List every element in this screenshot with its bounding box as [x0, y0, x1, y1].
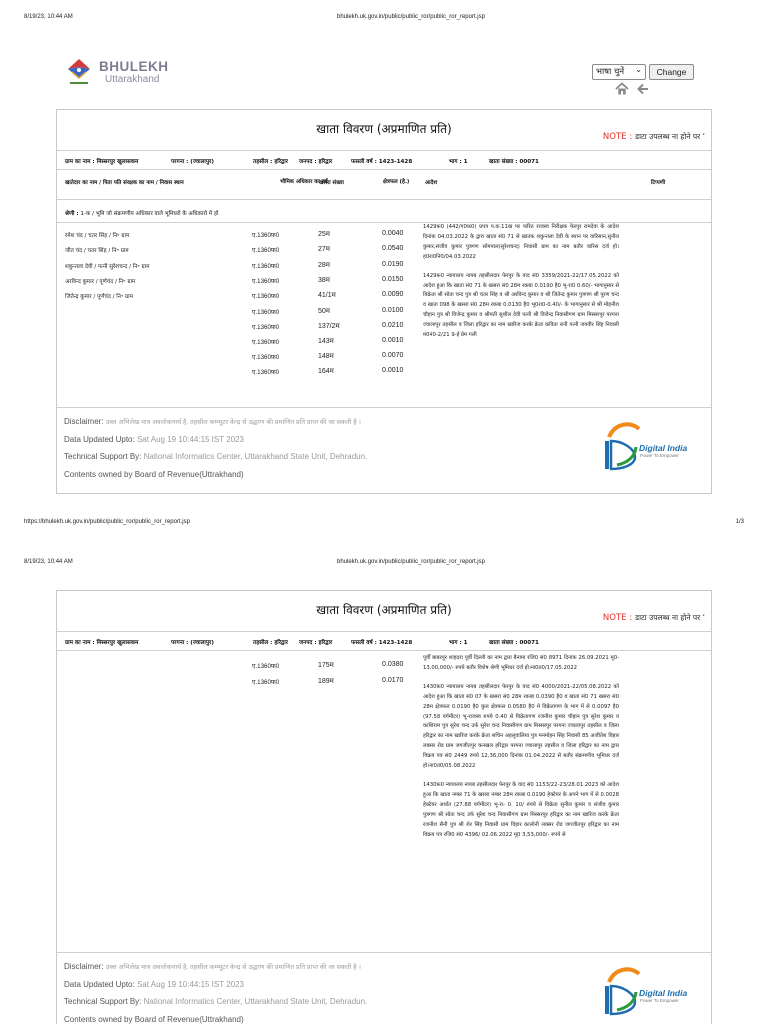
print-url: bhulekh.uk.gov.in/public/public_ror/public_ror_report.jsp — [337, 14, 485, 20]
rights-cell: ए.1360फ़0 — [252, 324, 280, 331]
technical-support — [64, 997, 367, 1006]
updated-label: Data Updated Upto: — [64, 980, 135, 989]
print-footer — [0, 517, 768, 529]
col-remark: टिप्पणी — [651, 180, 666, 186]
support-value: National Informatics Center, Uttarakhand State Unit, Dehradun. — [143, 997, 368, 1006]
print-page-number: 1/3 — [735, 519, 744, 525]
support-value: National Informatics Center, Uttarakhand State Unit, Dehradun. — [143, 452, 368, 461]
khasra-cell: 175म — [318, 662, 334, 669]
area-cell: 0.0150 — [382, 276, 404, 283]
owner-row: अरविन्द कुमार / पूर्णचंद / नि॰ ग्राम — [65, 279, 136, 285]
col-area: क्षेत्रफल (हे.) — [383, 179, 410, 185]
village-name: ग्राम का नाम : मिस्सरपुर खुलासकम — [65, 159, 139, 165]
rights-cell: ए.1360फ़0 — [252, 293, 280, 300]
order-text — [423, 223, 619, 403]
khasra-cell: 27म — [318, 246, 330, 253]
print-url: bhulekh.uk.gov.in/public/public_ror/public_ror_report.jsp — [337, 559, 485, 565]
brand-name: BHULEKH — [99, 59, 169, 74]
data-updated — [64, 980, 244, 989]
khasra-cell: 137/2म — [318, 323, 340, 330]
brand-state: Uttarakhand — [105, 74, 160, 85]
area-cell: 0.0100 — [382, 307, 404, 314]
area-cell: 0.0540 — [382, 245, 404, 252]
bhag: भाग : 1 — [449, 159, 468, 165]
khasra-cell: 41/1म — [318, 292, 336, 299]
area-cell: 0.0040 — [382, 230, 404, 237]
owner-row: शकुन्तला देवी / पत्नी सुरेशचन्द / नि॰ ग्राम — [65, 264, 150, 270]
contents-owned: Contents owned by Board of Revenue(Uttrakhand) — [64, 470, 244, 479]
order-paragraph: 1429फ़0 न्यायालय नायब तहसीलदार फेरपुर के वाद सं0 3359/2021-22/17.05.2022 को आदेश हुआ कि खाता सं0 71 के खसरा सं0 28म रकबा 0.0190 है0 भू-रा0 0.60/- भागानुसार से विक्रेता श्री सोता चन्द पुत्र श्री चतर सिंह व श्री अरविन्द कुमार व श्री जितेन्द्र कुमार पुत्रगण श्री पूरण चन्द व खाता 098 के खसरा सं0 28म रकबा 0.0130 है0 भू0रा0-0.40/- के भागानुसार से श्री मोहनीश चौहान पुत्र श्री विजेन्द्र कुमार व श्रीमती सुशील देवी पत्नी श्री विजेन्द्र निवासीगण ग्राम मिस्सरपुर परगना ज्वालापुर तहसील व जिला हरिद्वार का नाम खारिज करके क्रेता कविता रानी पत्नी जयवीर सिंह निवासी म0नं0-2/21 9-ई प्रेम गली — [423, 272, 619, 339]
support-label: Technical Support By: — [64, 997, 142, 1006]
area-cell: 0.0170 — [382, 677, 404, 684]
shreni-text: 1-क / भूमि जो संक्रमणीय अधिकार वाले भूमिधरो के अधिकारो मे हो — [80, 211, 219, 217]
district: जनपद : हरिद्वार — [299, 640, 333, 646]
updated-value: Sat Aug 19 10:44:15 IST 2023 — [136, 435, 245, 444]
owner-row: जितेन्द्र कुमार / पूर्णचंद / नि॰ ग्राम — [65, 294, 133, 300]
rights-cell: ए.1360फ़0 — [252, 354, 280, 361]
area-cell: 0.0090 — [382, 291, 404, 298]
digital-india-tagline: Power To Empower — [640, 998, 679, 1003]
order-paragraph: 1430फ़0 न्यायालय नायब तहसीलदार फेरपुर के वाद सं0 4000/2021-22/05.08.2022 को आदेश हुआ कि खाता सं0 07 के खसरा सं0 28म रकबा 0.0390 है0 व खाता सं0 71 खसरा सं0 28म क्षेत्रफल 0.0190 है0 कुल क्षेत्रफल 0.0580 है0 मे विक्रेतागण के भाग में से 0.0097 है0 (97.58 वर्गमीटर) भू-राजस्व रुपये 0.40 से विक्रेतागण रजनीश कुमार चौहान पुत्र सुरेश कुमार व काशिराम पुत्र सुरेश चन्द उर्फ सुरेश चन्द निवासीगण ग्राम मिस्सरपुर परगना ज्वालापुर तहसील व जिला हरिद्वार का नाम खारिज करके क्रेता सचिन अहलूवालिया पुत्र मनमोहन सिंह निवासी 85 अजीतेश विहार लक्सर रोड ग्राम जगजीतपुर कनखल हरिद्वार परगना ज्वालापुर तहसील व जिला हरिद्वार का नाम द्वारा विक्रय पत्र सं0 2449 रुपये 12,36,000 दिनांक 01.04.2022 से बतौर संक्रमणीय भूमिधर दर्ज हो।ना0त0/05.08.2022 — [423, 683, 619, 770]
village-name: ग्राम का नाम : मिस्सरपुर खुलासकम — [65, 640, 139, 646]
report-title: खाता विवरण (अप्रमाणित प्रति) — [316, 603, 452, 617]
rights-cell: ए.1360फ़0 — [252, 247, 280, 254]
area-cell: 0.0010 — [382, 337, 404, 344]
digital-india-logo — [605, 419, 705, 479]
disclaimer-label: Disclaimer: — [64, 962, 104, 971]
rights-cell: ए.1360फ़0 — [252, 232, 280, 239]
area-cell: 0.0210 — [382, 322, 404, 329]
digital-india-text: Digital India — [639, 443, 688, 453]
digital-india-logo — [605, 964, 705, 1024]
language-selected: भाषा चुनें — [596, 67, 625, 77]
nav-icons — [615, 81, 655, 100]
language-select[interactable] — [592, 64, 646, 80]
khasra-cell: 28म — [318, 262, 330, 269]
bhulekh-logo[interactable] — [64, 56, 214, 92]
note-text: डाटा उपलब्ध ना होने पर ‘ — [635, 613, 705, 622]
order-text — [423, 654, 619, 942]
note — [603, 132, 705, 142]
order-paragraph: पूर्वी बाबरपुर शाहदरा पूर्वी दिल्ली का नाम द्वारा बैनामा रजि0 सं0 8971 दिनांक 26.09.2021 मू0- 13,00,000/- रुपये बतौर विशेष श्रेणी भूमिधर दर्ज हो।ना0त0/17.05.2022 — [423, 655, 619, 671]
pargana: परगना : (ज्वालापुर) — [171, 640, 214, 646]
disclaimer — [64, 417, 361, 426]
area-cell: 0.0380 — [382, 661, 404, 668]
report-footer — [57, 409, 711, 494]
data-updated — [64, 435, 244, 444]
fasli-year: फसली वर्ष : 1423-1428 — [351, 640, 413, 646]
khasra-cell: 148म — [318, 353, 334, 360]
khata-card-page-2 — [56, 590, 712, 1024]
technical-support — [64, 452, 367, 461]
note-text: डाटा उपलब्ध ना होने पर ‘ — [635, 132, 705, 141]
note-label: NOTE : — [602, 132, 633, 142]
print-datetime: 8/19/23, 10:44 AM — [24, 559, 73, 565]
khata-number: खाता संख्या : 00071 — [489, 640, 539, 646]
bhulekh-logo-icon — [64, 56, 94, 88]
khasra-cell: 25म — [318, 231, 330, 238]
digital-india-logo-icon — [605, 964, 641, 1016]
col-khasra: खसरा संख्या — [319, 180, 344, 186]
digital-india-text: Digital India — [639, 988, 688, 998]
report-title: खाता विवरण (अप्रमाणित प्रति) — [316, 122, 452, 136]
report-footer — [57, 954, 711, 1024]
disclaimer-text: उक्त अभिलेख मात्र अवलोकनार्थ है, तहसील कम्प्यूटर केन्द्र से उद्धरण की प्रमाणित प्रति प्राप्त की जा सकती है । — [105, 964, 361, 971]
col-order: आदेश — [425, 180, 438, 186]
rights-cell: ए.1360फ़0 — [252, 679, 280, 686]
fasli-year: फसली वर्ष : 1423-1428 — [351, 159, 413, 165]
tehsil: तहसील : हरिद्वार — [253, 159, 288, 165]
order-paragraph: 1429फ़0 (442/ग0फ़0) प्रपत्र प.क.11ख पर पारित राजस्व निरीक्षक फेरपुर रामदेवा के आदेश दिनांक 04.03.2022 के द्वारा खाता सं0 71 से खातक शकुन्तला देवी के स्थान पर वारिसान,सुनील कुमार,संजीव कुमार पुत्रगण सोमपाल(सुरेशचन्द) निवासी ग्राम का नाम बतौर वारिस दर्ज हो। ह0रा0नि0/04.03.2022 — [423, 224, 619, 260]
updated-label: Data Updated Upto: — [64, 435, 135, 444]
rights-cell: ए.1360फ़0 — [252, 263, 280, 270]
col-rights: भौमिक अधिकार का वर्ग — [280, 179, 328, 185]
updated-value: Sat Aug 19 10:44:15 IST 2023 — [136, 980, 245, 989]
note — [603, 613, 705, 623]
pargana: परगना : (ज्वालापुर) — [171, 159, 214, 165]
print-header — [0, 555, 768, 569]
back-arrow-icon[interactable] — [639, 85, 649, 94]
khasra-cell: 50म — [318, 308, 330, 315]
order-paragraph: 1430फ़0 न्यायालय नायब तहसीलदार फेरपुर के वाद सं0 1153/22-23/28.01.2023 को आदेश हुआ कि खाता नम्बर 71 के खसरा नम्बर 28म रकबा 0.0190 हेक्टेयर के अपने भाग में से 0.0028 हेक्टेयर अर्थात (27.88 वर्गमीटर) भू-रा- 0. 10/ रुपये से विक्रेता सुनील कुमार व संजीव कुमार पुत्रगण श्री सोता चन्द उर्फ सुरेश चन्द निवासीगण ग्राम मिस्सरपुर हरिद्वार का नाम खारिज करके क्रेता रजनीश सैनी पुत्र श्री शेर सिंह निवासी ग्राम विहार कालोनी लक्सर रोड जगजीतपुर हरिद्वार का नाम विक्रय पत्र रजि0 सं0 4396/ 02.06.2022 मू0 3,53,000/- रुपये से — [423, 781, 619, 838]
disclaimer-text: उक्त अभिलेख मात्र अवलोकनार्थ है, तहसील कम्प्यूटर केन्द्र से उद्धरण की प्रमाणित प्रति प्राप्त की जा सकती है । — [105, 419, 361, 426]
bhag: भाग : 1 — [449, 640, 468, 646]
khasra-cell: 189म — [318, 678, 334, 685]
support-label: Technical Support By: — [64, 452, 142, 461]
owner-row: जीत चंद / चतर सिंह / नि॰ ग्राम — [65, 248, 129, 254]
shreni-label: श्रेणी : — [65, 211, 79, 217]
district: जनपद : हरिद्वार — [299, 159, 333, 165]
note-label: NOTE : — [602, 613, 633, 623]
home-icon[interactable] — [616, 84, 628, 95]
chevron-down-icon: ⌄ — [635, 65, 642, 74]
area-cell: 0.0190 — [382, 261, 404, 268]
rights-cell: ए.1360फ़0 — [252, 339, 280, 346]
khata-card-page-1 — [56, 109, 712, 494]
rights-cell: ए.1360फ़0 — [252, 369, 280, 376]
shreni — [65, 209, 218, 217]
digital-india-logo-icon — [605, 419, 641, 471]
print-datetime: 8/19/23, 10:44 AM — [24, 14, 73, 20]
digital-india-tagline: Power To Empower — [640, 453, 679, 458]
print-footer-url: https://bhulekh.uk.gov.in/public/public_ror/public_ror_report.jsp — [24, 519, 190, 525]
khasra-cell: 38म — [318, 277, 330, 284]
khata-number: खाता संख्या : 00071 — [489, 159, 539, 165]
print-header — [0, 10, 768, 24]
area-cell: 0.0010 — [382, 367, 404, 374]
area-cell: 0.0070 — [382, 352, 404, 359]
disclaimer-label: Disclaimer: — [64, 417, 104, 426]
rights-cell: ए.1360फ़0 — [252, 309, 280, 316]
rights-cell: ए.1360फ़0 — [252, 278, 280, 285]
rights-cell: ए.1360फ़0 — [252, 663, 280, 670]
disclaimer — [64, 962, 361, 971]
khasra-cell: 164म — [318, 368, 334, 375]
change-language-button[interactable]: Change — [649, 64, 694, 80]
khasra-cell: 143म — [318, 338, 334, 345]
col-owner: खातेदार का नाम / पिता पति संरक्षक का नाम / निवास स्थान — [65, 180, 184, 186]
contents-owned: Contents owned by Board of Revenue(Uttrakhand) — [64, 1015, 244, 1024]
tehsil: तहसील : हरिद्वार — [253, 640, 288, 646]
owner-row: रमेश चंद / चतर सिंह / नि॰ ग्राम — [65, 233, 130, 239]
